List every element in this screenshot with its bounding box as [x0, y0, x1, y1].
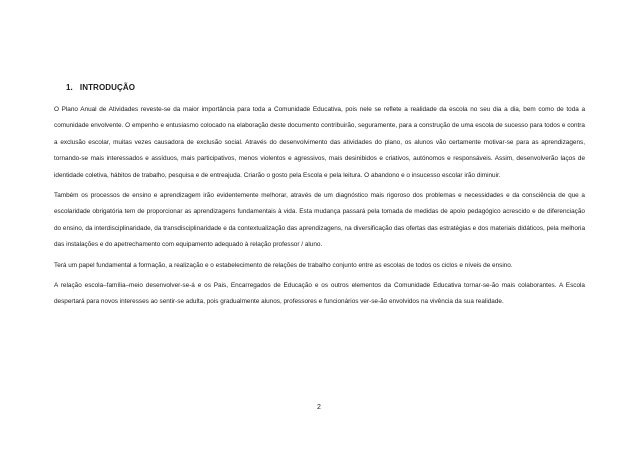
- paragraph: O Plano Anual de Atividades reveste-se da maior importância para toda a Comunidade Educativa, pois nele se reflete a realidade da escola no seu dia a dia, bem como de toda a comunidade envolvente. O empenho e entusiasmo colocado na elaboração deste documento contribuirão, seguramente, para a construção de uma escola de sucesso para todos e contra a exclusão escolar, muitas vezes causadora de exclusão social. Através do desenvolvimento das atividades do plano, os alunos vão certamente motivar-se para as aprendizagens, tornando-se mais interessados e assíduos, mais participativos, menos violentos e agressivos, mais desinibidos e criativos, autónomos e responsáveis. Assim, desenvolverão laços de identidade coletiva, hábitos de trabalho, pesquisa e de entreajuda. Criarão o gosto pela Escola e pela leitura. O abandono e o insucesso escolar irão diminuir.: [54, 106, 585, 179]
- paragraph: A relação escola–família–meio desenvolver-se-á e os Pais, Encarregados de Educação e os outros elementos da Comunidade Educativa tornar-se-ão mais colaborantes. A Escola despertará para novos interesses ao sentir-se adulta, pois gradualmente alunos, professores e funcionários ver-se-ão envolvidos na vivência da sua realidade.: [54, 282, 585, 306]
- section-body: [54, 102, 585, 315]
- paragraph: Terá um papel fundamental a formação, a realização e o estabelecimento de relações de trabalho conjunto entre as escolas de todos os ciclos e níveis de ensino.: [54, 261, 513, 269]
- paragraph: Também os processos de ensino e aprendizagem irão evidentemente melhorar, através de um diagnóstico mais rigoroso dos problemas e necessidades e da consciência de que a escolaridade obrigatória tem de proporcionar as aprendizagens fundamentais à vida. Esta mudança passará pela tomada de medidas de apoio pedagógico acrescido e de diferenciação do ensino, da interdisciplinaridade, da transdisciplinaridade e da contextualização das aprendizagens, na diversificação das ofertas das estratégias e dos materiais didáticos, pela melhoria das instalações e do apetrechamento com equipamento adequado à relação professor / aluno.: [54, 192, 585, 249]
- page-number: 2: [317, 404, 321, 411]
- section-heading: [66, 83, 135, 92]
- section-title: INTRODUÇÃO: [79, 83, 136, 92]
- section-number: 1.: [66, 83, 73, 92]
